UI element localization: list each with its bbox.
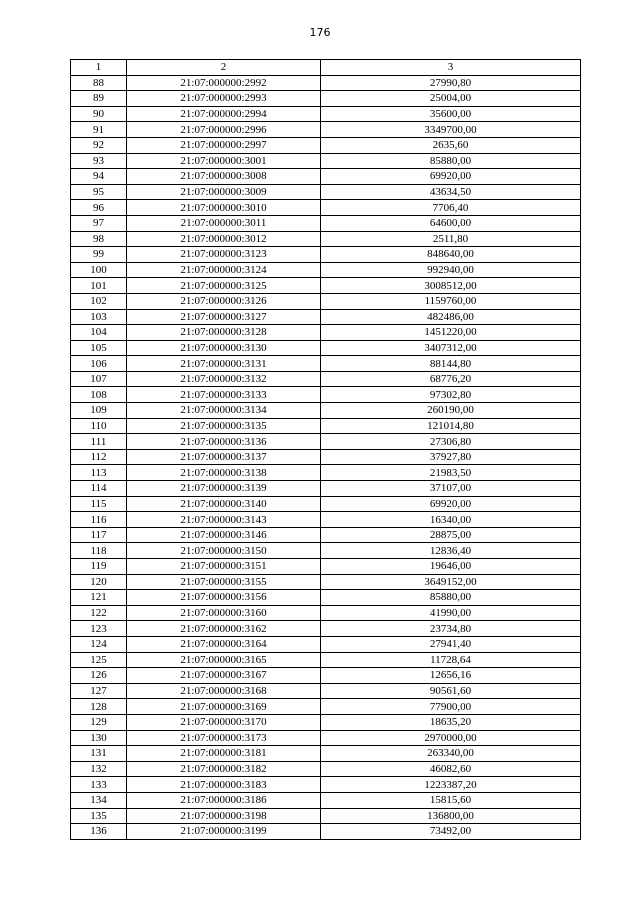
value-cell: 12656,16 <box>321 668 581 684</box>
cadastral-number-cell: 21:07:000000:3150 <box>127 543 321 559</box>
cadastral-number-cell: 21:07:000000:3138 <box>127 465 321 481</box>
table-row <box>71 668 581 684</box>
row-number-cell: 136 <box>71 824 127 840</box>
value-cell: 11728,64 <box>321 652 581 668</box>
row-number-cell: 90 <box>71 106 127 122</box>
value-cell: 97302,80 <box>321 387 581 403</box>
cadastral-number-cell: 21:07:000000:3009 <box>127 184 321 200</box>
row-number-cell: 122 <box>71 605 127 621</box>
cadastral-number-cell: 21:07:000000:3139 <box>127 481 321 497</box>
value-cell: 41990,00 <box>321 605 581 621</box>
row-number-cell: 111 <box>71 434 127 450</box>
row-number-cell: 114 <box>71 481 127 497</box>
row-number-cell: 135 <box>71 808 127 824</box>
table-row <box>71 106 581 122</box>
value-cell: 90561,60 <box>321 683 581 699</box>
cadastral-number-cell: 21:07:000000:2994 <box>127 106 321 122</box>
value-cell: 68776,20 <box>321 371 581 387</box>
table-row <box>71 824 581 840</box>
row-number-cell: 92 <box>71 137 127 153</box>
value-cell: 3008512,00 <box>321 278 581 294</box>
row-number-cell: 101 <box>71 278 127 294</box>
row-number-cell: 99 <box>71 247 127 263</box>
cadastral-number-cell: 21:07:000000:3160 <box>127 605 321 621</box>
cadastral-number-cell: 21:07:000000:3156 <box>127 590 321 606</box>
cadastral-number-cell: 21:07:000000:2996 <box>127 122 321 138</box>
row-number-cell: 107 <box>71 371 127 387</box>
row-number-cell: 94 <box>71 169 127 185</box>
cadastral-number-cell: 21:07:000000:3137 <box>127 449 321 465</box>
value-cell: 28875,00 <box>321 527 581 543</box>
table-row <box>71 325 581 341</box>
row-number-cell: 97 <box>71 215 127 231</box>
row-number-cell: 91 <box>71 122 127 138</box>
table-row <box>71 714 581 730</box>
cadastral-number-cell: 21:07:000000:3010 <box>127 200 321 216</box>
table-row <box>71 761 581 777</box>
row-number-cell: 127 <box>71 683 127 699</box>
row-number-cell: 89 <box>71 91 127 107</box>
table-row <box>71 481 581 497</box>
table-row <box>71 808 581 824</box>
row-number-cell: 126 <box>71 668 127 684</box>
row-number-cell: 133 <box>71 777 127 793</box>
row-number-cell: 106 <box>71 356 127 372</box>
table-row <box>71 340 581 356</box>
header-row <box>71 60 581 76</box>
table-row <box>71 153 581 169</box>
cadastral-number-cell: 21:07:000000:2997 <box>127 137 321 153</box>
row-number-cell: 100 <box>71 262 127 278</box>
value-cell: 37927,80 <box>321 449 581 465</box>
value-cell: 18635,20 <box>321 714 581 730</box>
value-cell: 136800,00 <box>321 808 581 824</box>
table-row <box>71 293 581 309</box>
table-row <box>71 215 581 231</box>
cadastral-number-cell: 21:07:000000:3128 <box>127 325 321 341</box>
table-row <box>71 746 581 762</box>
cadastral-number-cell: 21:07:000000:3155 <box>127 574 321 590</box>
table-row <box>71 512 581 528</box>
cadastral-number-cell: 21:07:000000:3134 <box>127 403 321 419</box>
table-row <box>71 262 581 278</box>
cadastral-number-cell: 21:07:000000:3133 <box>127 387 321 403</box>
table-row <box>71 418 581 434</box>
value-cell: 37107,00 <box>321 481 581 497</box>
value-cell: 77900,00 <box>321 699 581 715</box>
table-row <box>71 636 581 652</box>
table-row <box>71 559 581 575</box>
value-cell: 3407312,00 <box>321 340 581 356</box>
table-row <box>71 652 581 668</box>
row-number-cell: 130 <box>71 730 127 746</box>
table-row <box>71 278 581 294</box>
value-cell: 64600,00 <box>321 215 581 231</box>
cadastral-number-cell: 21:07:000000:3164 <box>127 636 321 652</box>
row-number-cell: 112 <box>71 449 127 465</box>
value-cell: 2970000,00 <box>321 730 581 746</box>
cadastral-number-cell: 21:07:000000:3165 <box>127 652 321 668</box>
table-row <box>71 465 581 481</box>
table-body <box>71 75 581 839</box>
value-cell: 1451220,00 <box>321 325 581 341</box>
row-number-cell: 105 <box>71 340 127 356</box>
value-cell: 12836,40 <box>321 543 581 559</box>
cadastral-number-cell: 21:07:000000:3146 <box>127 527 321 543</box>
row-number-cell: 116 <box>71 512 127 528</box>
cadastral-number-cell: 21:07:000000:2992 <box>127 75 321 91</box>
table-row <box>71 371 581 387</box>
row-number-cell: 103 <box>71 309 127 325</box>
value-cell: 23734,80 <box>321 621 581 637</box>
value-cell: 992940,00 <box>321 262 581 278</box>
cadastral-number-cell: 21:07:000000:3162 <box>127 621 321 637</box>
value-cell: 46082,60 <box>321 761 581 777</box>
value-cell: 2511,80 <box>321 231 581 247</box>
table-row <box>71 403 581 419</box>
row-number-cell: 125 <box>71 652 127 668</box>
table-row <box>71 730 581 746</box>
cadastral-number-cell: 21:07:000000:3198 <box>127 808 321 824</box>
cadastral-number-cell: 21:07:000000:3168 <box>127 683 321 699</box>
table-row <box>71 543 581 559</box>
cadastral-number-cell: 21:07:000000:3011 <box>127 215 321 231</box>
cadastral-number-cell: 21:07:000000:3126 <box>127 293 321 309</box>
row-number-cell: 131 <box>71 746 127 762</box>
table-row <box>71 699 581 715</box>
table-row <box>71 621 581 637</box>
table-row <box>71 683 581 699</box>
table-row <box>71 590 581 606</box>
cadastral-number-cell: 21:07:000000:3173 <box>127 730 321 746</box>
table-row <box>71 574 581 590</box>
value-cell: 21983,50 <box>321 465 581 481</box>
value-cell: 482486,00 <box>321 309 581 325</box>
cadastral-number-cell: 21:07:000000:3186 <box>127 792 321 808</box>
row-number-cell: 115 <box>71 496 127 512</box>
row-number-cell: 123 <box>71 621 127 637</box>
value-cell: 16340,00 <box>321 512 581 528</box>
value-cell: 27990,80 <box>321 75 581 91</box>
cadastral-number-cell: 21:07:000000:3008 <box>127 169 321 185</box>
value-cell: 27941,40 <box>321 636 581 652</box>
table-row <box>71 122 581 138</box>
cadastral-number-cell: 21:07:000000:3143 <box>127 512 321 528</box>
value-cell: 35600,00 <box>321 106 581 122</box>
column-header-cadastral: 2 <box>127 60 321 76</box>
column-header-number: 1 <box>71 60 127 76</box>
cadastral-number-cell: 21:07:000000:3127 <box>127 309 321 325</box>
table-row <box>71 434 581 450</box>
value-cell: 88144,80 <box>321 356 581 372</box>
cadastral-number-cell: 21:07:000000:3125 <box>127 278 321 294</box>
page-number: 176 <box>309 26 331 39</box>
cadastral-number-cell: 21:07:000000:3123 <box>127 247 321 263</box>
cadastral-number-cell: 21:07:000000:3130 <box>127 340 321 356</box>
value-cell: 27306,80 <box>321 434 581 450</box>
value-cell: 263340,00 <box>321 746 581 762</box>
table-row <box>71 169 581 185</box>
value-cell: 15815,60 <box>321 792 581 808</box>
row-number-cell: 124 <box>71 636 127 652</box>
row-number-cell: 118 <box>71 543 127 559</box>
table-row <box>71 387 581 403</box>
value-cell: 19646,00 <box>321 559 581 575</box>
row-number-cell: 110 <box>71 418 127 434</box>
value-cell: 1159760,00 <box>321 293 581 309</box>
table-row <box>71 777 581 793</box>
value-cell: 848640,00 <box>321 247 581 263</box>
row-number-cell: 120 <box>71 574 127 590</box>
cadastral-number-cell: 21:07:000000:3183 <box>127 777 321 793</box>
cadastral-number-cell: 21:07:000000:3170 <box>127 714 321 730</box>
table-row <box>71 605 581 621</box>
cadastral-number-cell: 21:07:000000:3169 <box>127 699 321 715</box>
table-row <box>71 527 581 543</box>
table-row <box>71 137 581 153</box>
cadastral-number-cell: 21:07:000000:3131 <box>127 356 321 372</box>
cadastral-number-cell: 21:07:000000:3012 <box>127 231 321 247</box>
table-row <box>71 309 581 325</box>
table-row <box>71 75 581 91</box>
table-row <box>71 247 581 263</box>
row-number-cell: 109 <box>71 403 127 419</box>
value-cell: 69920,00 <box>321 169 581 185</box>
row-number-cell: 93 <box>71 153 127 169</box>
cadastral-number-cell: 21:07:000000:3151 <box>127 559 321 575</box>
column-header-value: 3 <box>321 60 581 76</box>
value-cell: 25004,00 <box>321 91 581 107</box>
row-number-cell: 88 <box>71 75 127 91</box>
row-number-cell: 96 <box>71 200 127 216</box>
row-number-cell: 117 <box>71 527 127 543</box>
cadastral-number-cell: 21:07:000000:3136 <box>127 434 321 450</box>
cadastral-number-cell: 21:07:000000:3181 <box>127 746 321 762</box>
value-cell: 1223387,20 <box>321 777 581 793</box>
value-cell: 121014,80 <box>321 418 581 434</box>
cadastral-number-cell: 21:07:000000:3199 <box>127 824 321 840</box>
table-row <box>71 792 581 808</box>
table-row <box>71 356 581 372</box>
row-number-cell: 129 <box>71 714 127 730</box>
row-number-cell: 121 <box>71 590 127 606</box>
cadastral-number-cell: 21:07:000000:3140 <box>127 496 321 512</box>
cadastral-number-cell: 21:07:000000:3124 <box>127 262 321 278</box>
cadastral-number-cell: 21:07:000000:3001 <box>127 153 321 169</box>
row-number-cell: 98 <box>71 231 127 247</box>
row-number-cell: 128 <box>71 699 127 715</box>
value-cell: 73492,00 <box>321 824 581 840</box>
table-row <box>71 91 581 107</box>
table-row <box>71 231 581 247</box>
value-cell: 69920,00 <box>321 496 581 512</box>
row-number-cell: 95 <box>71 184 127 200</box>
cadastral-number-cell: 21:07:000000:3135 <box>127 418 321 434</box>
value-cell: 85880,00 <box>321 153 581 169</box>
row-number-cell: 119 <box>71 559 127 575</box>
row-number-cell: 134 <box>71 792 127 808</box>
value-cell: 260190,00 <box>321 403 581 419</box>
row-number-cell: 132 <box>71 761 127 777</box>
value-cell: 7706,40 <box>321 200 581 216</box>
value-cell: 3649152,00 <box>321 574 581 590</box>
data-table <box>70 59 581 840</box>
row-number-cell: 108 <box>71 387 127 403</box>
row-number-cell: 102 <box>71 293 127 309</box>
cadastral-number-cell: 21:07:000000:2993 <box>127 91 321 107</box>
row-number-cell: 113 <box>71 465 127 481</box>
value-cell: 2635,60 <box>321 137 581 153</box>
table-row <box>71 184 581 200</box>
cadastral-number-cell: 21:07:000000:3167 <box>127 668 321 684</box>
table-row <box>71 449 581 465</box>
cadastral-number-cell: 21:07:000000:3182 <box>127 761 321 777</box>
table-row <box>71 496 581 512</box>
value-cell: 3349700,00 <box>321 122 581 138</box>
cadastral-number-cell: 21:07:000000:3132 <box>127 371 321 387</box>
table-row <box>71 200 581 216</box>
row-number-cell: 104 <box>71 325 127 341</box>
value-cell: 85880,00 <box>321 590 581 606</box>
value-cell: 43634,50 <box>321 184 581 200</box>
